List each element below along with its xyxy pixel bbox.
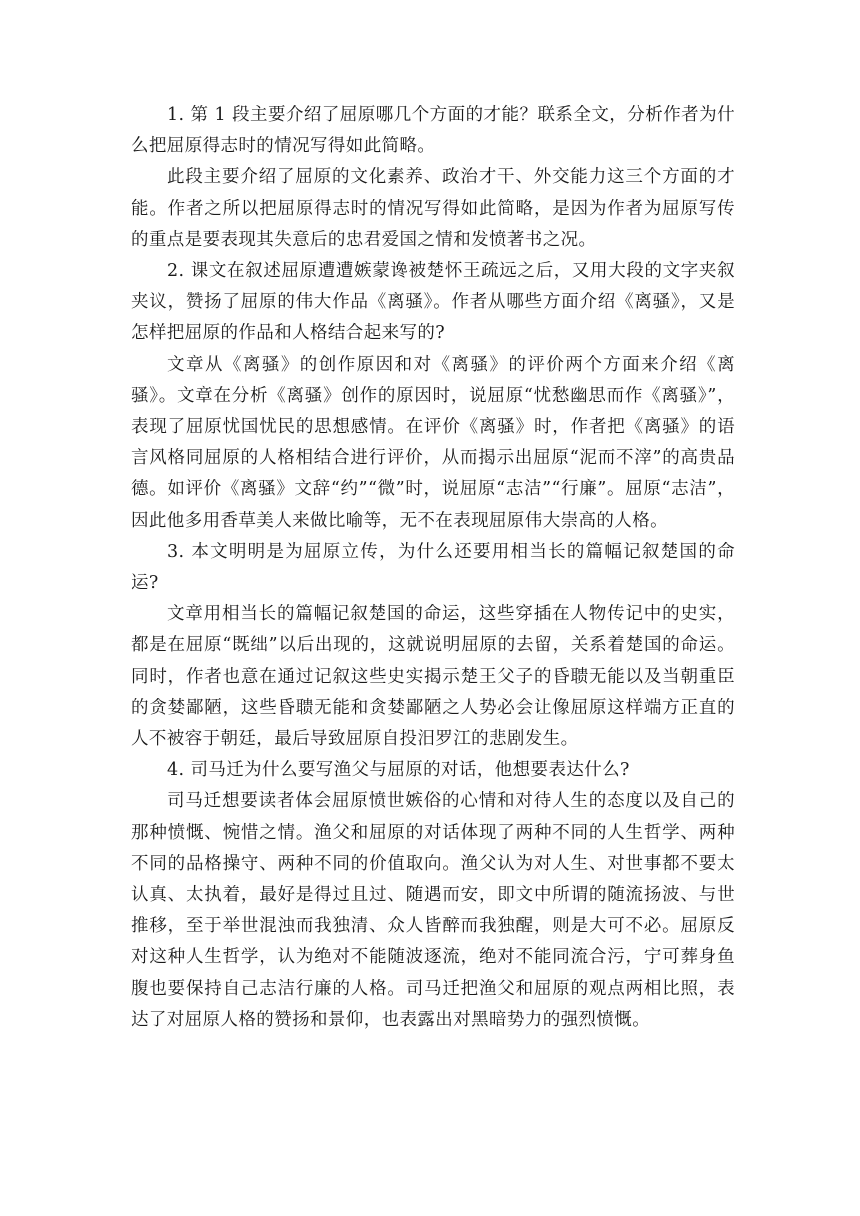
question-3: 3. 本文明明是为屈原立传，为什么还要用相当长的篇幅记叙楚国的命运? [131,541,735,594]
answer-3: 文章用相当长的篇幅记叙楚国的命运，这些穿插在人物传记中的史实，都是在屈原“既绌”以后出现的，这就说明屈原的去留，关系着楚国的命运。同时，作者也意在通过记叙这些史实揭示楚王父子的昏聩无能以及当朝重臣的贪婪鄙陋，这些昏聩无能和贪婪鄙陋之人势必会让像屈原这样端方正直的人不被容于朝廷，最后导致屈原自投汨罗江的悲剧发生。 [131,604,735,750]
question-4: 4. 司马迁为什么要写渔父与屈原的对话，他想要表达什么? [167,760,630,781]
answer-1: 此段主要介绍了屈原的文化素养、政治才干、外交能力这三个方面的才能。作者之所以把屈原得志时的情况写得如此简略，是因为作者为屈原写传的重点是要表现其失意后的忠君爱国之情和发愤著书之况。 [131,167,735,250]
question-2: 2. 课文在叙述屈原遭遭嫉蒙谗被楚怀王疏远之后，又用大段的文字夹叙夹议，赞扬了屈原的伟大作品《离骚》。作者从哪些方面介绍《离骚》，又是怎样把屈原的作品和人格结合起来写的? [131,261,735,344]
document-body [131,100,735,1036]
answer-2: 文章从《离骚》的创作原因和对《离骚》的评价两个方面来介绍《离骚》。文章在分析《离骚》创作的原因时，说屈原“忧愁幽思而作《离骚》”，表现了屈原忧国忧民的思想感情。在评价《离骚》时，作者把《离骚》的语言风格同屈原的人格相结合进行评价，从而揭示出屈原“泥而不滓”的高贵品德。如评价《离骚》文辞“约”“微”时，说屈原“志洁”“行廉”。屈原“志洁”，因此他多用香草美人来做比喻等，无不在表现屈原伟大崇高的人格。 [131,354,735,531]
question-1: 1. 第 1 段主要介绍了屈原哪几个方面的才能？联系全文，分析作者为什么把屈原得志时的情况写得如此简略。 [131,105,735,157]
answer-4: 司马迁想要读者体会屈原愤世嫉俗的心情和对待人生的态度以及自己的那种愤慨、惋惜之情。渔父和屈原的对话体现了两种不同的人生哲学、两种不同的品格操守、两种不同的价值取向。渔父认为对人生、对世事都不要太认真、太执着，最好是得过且过、随遇而安，即文中所谓的随流扬波、与世推移，至于举世混浊而我独清、众人皆醉而我独醒，则是大可不必。屈原反对这种人生哲学，认为绝对不能随波逐流，绝对不能同流合污，宁可葬身鱼腹也要保持自己志洁行廉的人格。司马迁把渔父和屈原的观点两相比照，表达了对屈原人格的赞扬和景仰，也表露出对黑暗势力的强烈愤慨。 [131,791,735,1030]
